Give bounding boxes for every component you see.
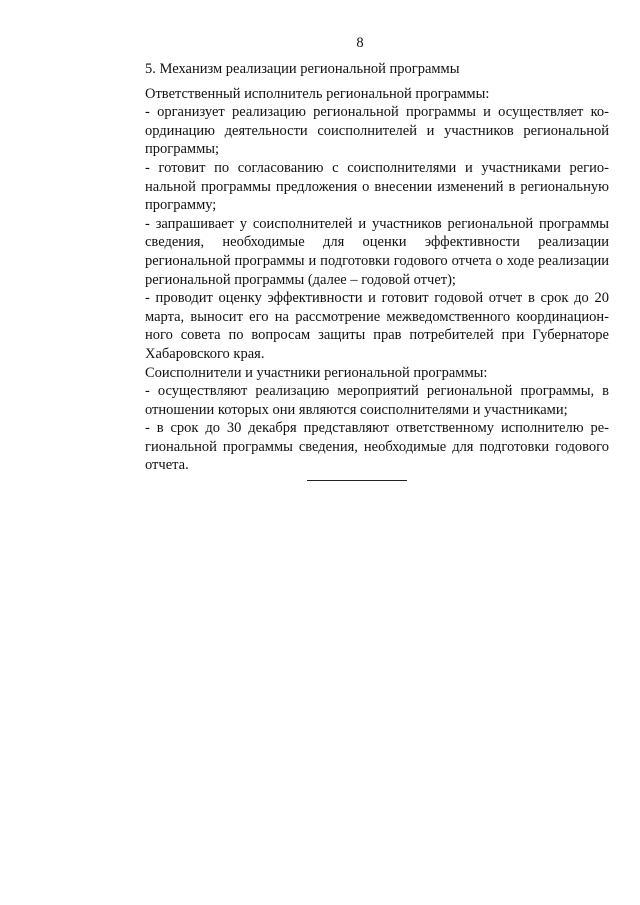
document-body [145, 60, 609, 475]
paragraph-submit-info: - в срок до 30 декабря представляют ответственному исполнителю региональной программы сведения, необходимые для подготовки годового отчета. [145, 420, 609, 474]
paragraph-prepares-changes: - готовит по согласованию с соисполнителями и участниками региональной программы предложения о внесении изменений в региональную программу; [145, 159, 609, 214]
paragraph-responsible-executor: Ответственный исполнитель региональной программы: [145, 85, 490, 102]
paragraph-annual-report: - проводит оценку эффективности и готовит годовой отчет в срок до 20 марта, выносит его на рассмотрение межведомственного координационного совета по вопросам защиты прав потребителей при Губернаторе Хабаровского края. [145, 290, 609, 362]
end-separator-line [307, 480, 407, 481]
paragraph-implement-measures: - осуществляют реализацию мероприятий региональной программы, в отношении которых они являются соисполнителями и участниками; [145, 383, 609, 418]
paragraph-organizes: - организует реализацию региональной программы и осуществляет координацию деятельности соисполнителей и участников региональной программы; [145, 104, 609, 158]
section-title: 5. Механизм реализации региональной программы [145, 61, 460, 77]
paragraph-requests-info: - запрашивает у соисполнителей и участников региональной программы сведения, необходимые для оценки эффективности реализации региональной программы и подготовки годового отчета о ходе реализации региональной программы (далее – годовой отчет); [145, 215, 609, 288]
page-number: 8 [356, 35, 364, 51]
paragraph-coexecutors: Соисполнители и участники региональной программы: [145, 364, 488, 381]
